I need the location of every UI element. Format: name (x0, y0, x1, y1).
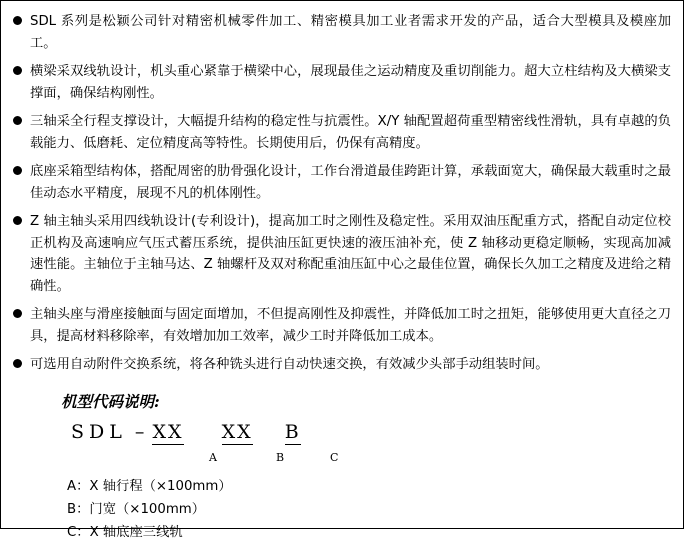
list-item-text: 主轴头座与滑座接触面与固定面增加，不但提高刚性及抑震性，并降低加工时之扭矩，能够使用更大直径之刀具，提高材料移除率，有效增加加工效率，减少工时并降低加工成本。 (30, 307, 671, 344)
bullet-dot-icon (13, 216, 22, 225)
formula-field-c: B (284, 420, 301, 443)
list-item (13, 11, 671, 54)
list-item (13, 304, 671, 347)
list-item-text: 三轴采全行程支撑设计，大幅提升结构的稳定性与抗震性。X/Y 轴配置超荷重型精密线性滑轨，具有卓越的负载能力、低磨耗、定位精度高等特性。长期使用后，仍保有高精度。 (30, 114, 671, 151)
list-item (13, 111, 671, 154)
legend-item: C：X 轴底座三线轨 (67, 524, 183, 540)
legend-item: B：门宽（×100mm） (67, 501, 206, 517)
list-item-text: 底座采箱型结构体，搭配周密的肋骨强化设计，工作台滑道最佳跨距计算，承载面宽大，确保最大载重时之最佳动态水平精度，展现不凡的机体刚性。 (30, 164, 671, 201)
list-item-text: SDL 系列是松颖公司针对精密机械零件加工、精密模具加工业者需求开发的产品，适合大型模具及模座加工。 (30, 14, 671, 51)
legend-item: A：X 轴行程（×100mm） (67, 478, 232, 494)
bullet-dot-icon (13, 66, 22, 75)
model-code-section (13, 390, 671, 545)
list-item-text: Z 轴主轴头采用四线轨设计(专利设计)，提高加工时之刚性及稳定性。采用双油压配重方式，搭配自动定位校正机构及高速响应气压式蓄压系统，提供油压缸更快速的液压油补充，使 Z 轴移动更稳定顺畅，实现高加减速性能。主轴位于主轴马达、Z 轴螺杆及双对称配重油压缸中心之最佳位置，确保长久加工之精度及进给之精确性。 (30, 214, 671, 294)
list-item-text: 横梁采双线轨设计，机头重心紧靠于横梁中心，展现最佳之运动精度及重切削能力。超大立柱结构及大横梁支撑面，确保结构刚性。 (30, 64, 671, 101)
bullet-dot-icon (13, 166, 22, 175)
list-item (13, 211, 671, 297)
formula-prefix: SDL (71, 420, 127, 443)
formula-dash: – (134, 420, 145, 443)
formula-field-b: XX (221, 420, 253, 443)
list-item (13, 354, 671, 376)
bullet-dot-icon (13, 116, 22, 125)
model-code-legend (61, 476, 671, 545)
formula-mark-a: A (209, 450, 217, 464)
formula-mark-row (61, 451, 671, 467)
list-item-text: 可选用自动附件交换系统，将各种铣头进行自动快速交换，有效减少头部手动组装时间。 (30, 357, 549, 373)
list-item (13, 61, 671, 104)
formula-field-a: XX (152, 420, 184, 443)
formula-mark-b: B (276, 450, 285, 464)
feature-bullet-list (13, 11, 671, 376)
formula-mark-c: C (330, 450, 339, 464)
bullet-dot-icon (13, 359, 22, 368)
list-item (13, 161, 671, 204)
model-code-title: 机型代码说明: (61, 391, 160, 411)
bullet-dot-icon (13, 309, 22, 318)
bullet-dot-icon (13, 16, 22, 25)
model-code-formula (61, 421, 671, 451)
